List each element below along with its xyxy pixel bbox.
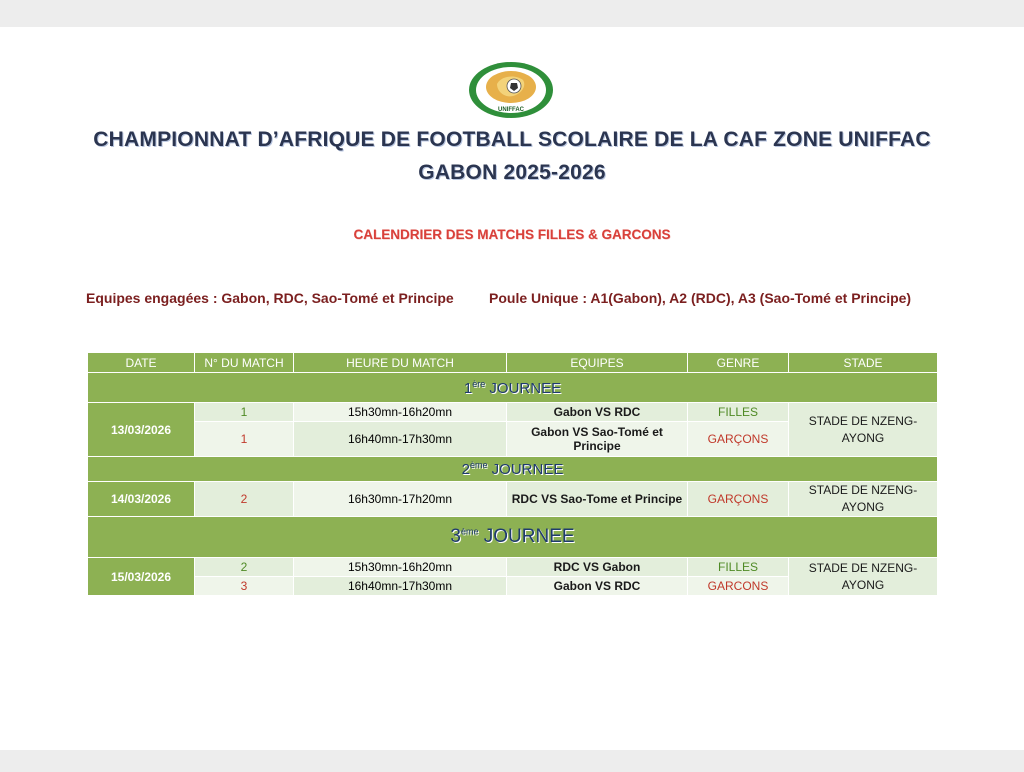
match-teams: RDC VS Sao-Tome et Principe <box>507 482 688 517</box>
header-date: DATE <box>88 353 195 373</box>
journee-label <box>464 380 561 397</box>
match-time: 16h40mn-17h30mn <box>294 422 507 457</box>
schedule-table <box>87 352 938 596</box>
journee-text: JOURNEE <box>487 461 564 478</box>
journee-text: JOURNEE <box>478 526 575 547</box>
table-row <box>88 403 938 422</box>
journee-label <box>450 526 574 547</box>
match-gender: GARCONS <box>688 577 789 596</box>
match-number: 2 <box>195 558 294 577</box>
pool-info: Poule Unique : A1(Gabon), A2 (RDC), A3 (Sao-Tomé et Principe) <box>489 290 912 306</box>
match-stadium: STADE DE NZENG-AYONG <box>789 482 938 517</box>
match-time: 16h30mn-17h20mn <box>294 482 507 517</box>
match-number: 2 <box>195 482 294 517</box>
table-header-row <box>88 353 938 373</box>
header-gender: GENRE <box>688 353 789 373</box>
header-teams: EQUIPES <box>507 353 688 373</box>
match-teams: Gabon VS Sao-Tomé et Principe <box>507 422 688 457</box>
table-row <box>88 558 938 577</box>
match-gender: FILLES <box>688 403 789 422</box>
header-stadium: STADE <box>789 353 938 373</box>
header-match-number: N° DU MATCH <box>195 353 294 373</box>
title-line-1: CHAMPIONNAT D’AFRIQUE DE FOOTBALL SCOLAIRE DE LA CAF ZONE UNIFFAC <box>93 128 931 151</box>
title-line-2: GABON 2025-2026 <box>418 161 606 184</box>
table-row <box>88 482 938 517</box>
match-time: 16h40mn-17h30mn <box>294 577 507 596</box>
match-gender: FILLES <box>688 558 789 577</box>
header-match-time: HEURE DU MATCH <box>294 353 507 373</box>
match-gender: GARÇONS <box>688 482 789 517</box>
journee-row <box>88 373 938 403</box>
match-teams: Gabon VS RDC <box>507 403 688 422</box>
match-teams: Gabon VS RDC <box>507 577 688 596</box>
match-date: 13/03/2026 <box>88 403 195 457</box>
journee-ordinal: ème <box>469 460 488 470</box>
journee-ordinal: ème <box>460 526 479 537</box>
match-number: 1 <box>195 403 294 422</box>
match-gender: GARÇONS <box>688 422 789 457</box>
match-number: 3 <box>195 577 294 596</box>
journee-ordinal: ère <box>472 378 486 389</box>
journee-number: 1 <box>463 379 473 397</box>
teams-engaged: Equipes engagées : Gabon, RDC, Sao-Tomé et Principe <box>86 290 454 306</box>
match-date: 15/03/2026 <box>88 558 195 596</box>
match-date: 14/03/2026 <box>88 482 195 517</box>
match-stadium: STADE DE NZENG-AYONG <box>789 558 938 596</box>
match-teams: RDC VS Gabon <box>507 558 688 577</box>
subtitle: CALENDRIER DES MATCHS FILLES & GARCONS <box>353 227 671 242</box>
journee-number: 2 <box>461 461 470 478</box>
journee-row <box>88 457 938 482</box>
match-stadium: STADE DE NZENG-AYONG <box>789 403 938 457</box>
journee-text: JOURNEE <box>485 379 562 397</box>
match-time: 15h30mn-16h20mn <box>294 558 507 577</box>
logo-label: UNIFFAC <box>498 107 524 113</box>
match-number: 1 <box>195 422 294 457</box>
journee-label <box>462 461 564 478</box>
match-time: 15h30mn-16h20mn <box>294 403 507 422</box>
journee-row <box>88 517 938 558</box>
uniffac-logo <box>467 60 555 120</box>
journee-number: 3 <box>450 526 461 547</box>
